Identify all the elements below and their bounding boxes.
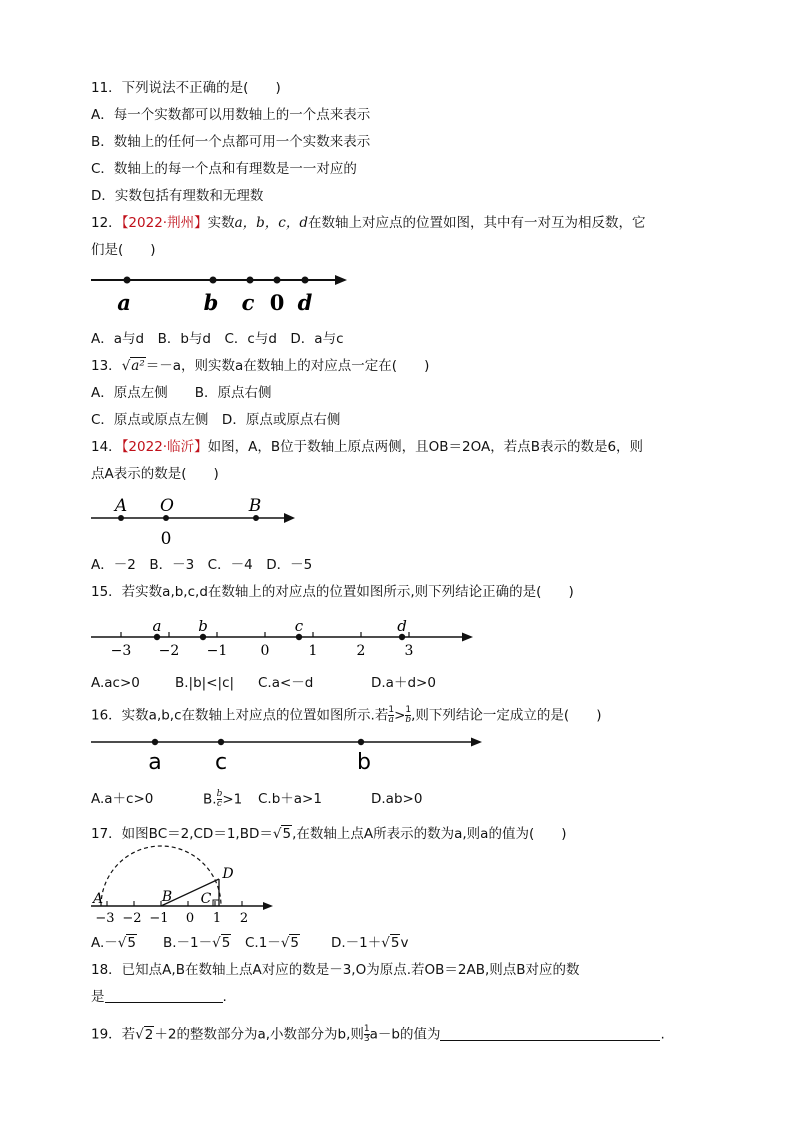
q19-answer-blank[interactable] [440,1026,660,1041]
q14-stem-part1: 如图，A，B位于数轴上原点两侧，且OB＝2OA，若点B表示的数是6，则 [207,439,644,455]
q15-option-a: A.ac>0 [91,675,140,691]
q13-options-cd: C．原点或原点左侧 D．原点或原点右侧 [91,412,341,428]
q17-label-d: D [222,866,234,882]
q16-option-a: A.a＋c>0 [91,791,154,807]
q15-label-a: a [152,617,162,635]
q16-option-c: C.b＋a>1 [258,791,322,807]
q16-stem-part1: 16．实数a,b,c在数轴上对应点的位置如图所示.若 [91,707,389,724]
q17-option-d: D.－1＋√5v [331,935,409,951]
q15-stem: 15．若实数a,b,c,d在数轴上的对应点的位置如图所示,则下列结论正确的是( ) [91,584,574,600]
q13-sqrt: √a² [121,358,145,374]
q12-point-a [124,277,131,284]
q16-fraction-1-over-b: $\frac{1}{b}$ [405,705,412,725]
q18-stem: 18．已知点A,B在数轴上点A对应的数是－3,O为原点.若OB＝2AB,则点B对应的数 [91,962,580,978]
q17-label-b: B [161,889,173,905]
q15-tick-label: −2 [158,643,180,659]
q15-tick-label: −3 [110,643,132,659]
q14-number-line-figure [88,492,303,548]
q14-source-tag: 【2022·临沂】 [121,439,208,455]
q12-options: A．a与d B．b与d C．c与d D．a与c [91,331,344,347]
q14-label-o: O [160,496,174,516]
q12-label-0: 0 [269,290,285,315]
q16-point-a [152,739,158,745]
q17-tick-label: 1 [212,911,222,926]
q16-stem [91,706,601,725]
q14-number: 14． [91,439,122,455]
q12-stem-part2: 在数轴上对应点的位置如图，其中有一对互为相反数，它 [308,215,646,231]
q12-label-d: d [297,290,313,315]
q15-label-b: b [198,617,208,635]
q15-label-c: c [294,617,304,635]
q15-option-b: B.|b|<|c| [175,675,235,691]
q12-number-line-figure [85,268,355,316]
q12-label-b: b [203,290,219,315]
q17-tick-label: −1 [149,911,169,926]
q12-label-c: c [241,290,255,315]
q15-tick-label: 0 [260,643,270,659]
q16-label-c: c [214,750,228,775]
q18-stem-line2: 是 . [91,989,227,1005]
q14-label-a: A [114,496,128,516]
q14-label-zero: 0 [160,529,172,549]
q11-option-c: C．数轴上的每一个点和有理数是一一对应的 [91,161,357,177]
q17-label-c: C [200,891,212,907]
q15-label-d: d [397,617,407,635]
q12-variables: a，b，c，d [234,215,308,231]
q16-label-a: a [148,750,162,775]
q17-label-a: A [92,891,104,907]
q16-point-c [218,739,224,745]
q13-options-ab: A．原点左侧 B．原点右侧 [91,385,272,401]
q12-point-b [210,277,217,284]
q15-tick-label: −1 [206,643,228,659]
q17-stem-part1: 17．如图BC＝2,CD＝1,BD＝ [91,826,273,842]
q15-tick-label: 2 [356,643,366,659]
q11-stem: 11．下列说法不正确的是( ) [91,80,281,96]
q13-stem-text: ＝－a，则实数a在数轴上的对应点一定在( ) [145,358,430,374]
q12-point-c [247,277,254,284]
q16-option-d: D.ab>0 [371,791,423,807]
q17-tick-label: 0 [185,911,195,926]
q17-stem [91,825,566,843]
q17-stem-part2: ,在数轴上点A所表示的数为a,则a的值为( ) [292,826,567,842]
q13-number: 13． [91,358,122,374]
q16-option-b: B. $\frac{b}{c}$ >1 [203,789,243,809]
q17-option-b: B.－1－√5 [163,935,231,951]
q17-sqrt: √5 [272,826,292,842]
q12-number: 12． [91,215,122,231]
q19-sqrt: √2 [135,1026,154,1043]
q14-label-b: B [248,496,262,516]
q11-option-d: D．实数包括有理数和无理数 [91,188,264,204]
q12-stem [91,214,646,232]
q14-stem [91,438,643,456]
q19-stem: 19．若√2＋2的整数部分为a,小数部分为b,则 $\frac{1}{3}$ a－b的值为 . [91,1024,665,1044]
q17-number-line-figure [88,848,288,928]
q13-stem [91,357,429,375]
q17-tick-label: −3 [95,911,115,926]
q15-tick-label: 1 [308,643,318,659]
q12-stem-part1: 实数 [207,215,235,231]
q12-point-0 [274,277,281,284]
q15-number-line-figure [88,612,480,660]
q16-stem-part2: ,则下列结论一定成立的是( ) [411,707,602,724]
q12-label-a: a [117,290,131,315]
q14-stem-line2: 点A表示的数是( ) [91,466,219,482]
q16-greater-than: > [394,707,406,724]
q11-option-b: B．数轴上的任何一个点都可用一个实数来表示 [91,134,371,150]
q11-option-a: A．每一个实数都可以用数轴上的一个点来表示 [91,107,371,123]
q15-option-d: D.a＋d>0 [371,675,436,691]
q16-fraction-1-over-a: $\frac{1}{a}$ [388,705,395,725]
q17-right-angle-mark [213,900,219,906]
q17-tick-label: 2 [239,911,249,926]
q12-stem-line2: 们是( ) [91,242,156,258]
q19-fraction-one-third: $\frac{1}{3}$ [363,1024,370,1044]
q15-option-c: C.a<－d [258,675,314,691]
q18-answer-blank[interactable] [105,988,223,1003]
q12-point-d [302,277,309,284]
q12-source-tag: 【2022·荆州】 [121,215,208,231]
q17-tick-label: −2 [122,911,142,926]
q16-number-line-figure [88,732,488,776]
q17-option-c: C.1－√5 [245,935,300,951]
q16-label-b: b [357,750,371,775]
q17-option-a: A.－√5 [91,935,136,951]
q14-options: A．－2 B．－3 C．－4 D．－5 [91,557,313,573]
q15-tick-label: 3 [404,643,414,659]
q16-point-b [358,739,364,745]
